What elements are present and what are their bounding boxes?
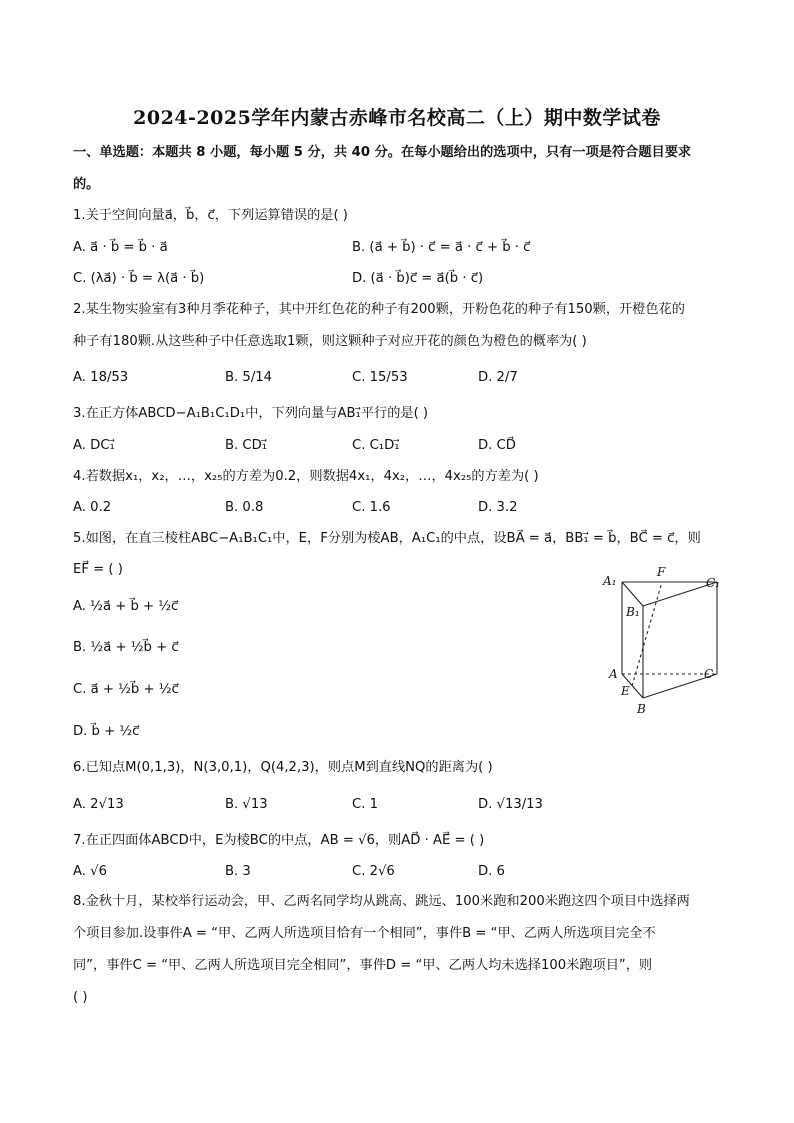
q6-option-c[interactable]: C. 1 — [352, 797, 378, 812]
q4-option-a[interactable]: A. 0.2 — [73, 500, 112, 515]
q4-option-d[interactable]: D. 3.2 — [478, 500, 518, 515]
q8-stem-line3: 同”，事件C = “甲、乙两人所选项目完全相同”，事件D = “甲、乙两人均未选择100米跑项目”，则 — [73, 958, 653, 973]
label-f: F — [657, 565, 666, 579]
q1-option-c[interactable]: C. (λa⃗) · b⃗ = λ(a⃗ · b⃗) — [73, 271, 205, 286]
q7-option-c[interactable]: C. 2√6 — [352, 864, 395, 879]
q1-stem: 1.关于空间向量a⃗，b⃗，c⃗，下列运算错误的是( ) — [73, 208, 348, 223]
q4-option-b[interactable]: B. 0.8 — [225, 500, 264, 515]
q1-option-a[interactable]: A. a⃗ · b⃗ = b⃗ · a⃗ — [73, 240, 168, 255]
page-title: 2024-2025学年内蒙古赤峰市名校高二（上）期中数学试卷 — [133, 107, 661, 129]
q4-stem: 4.若数据x₁，x₂，…，x₂₅的方差为0.2，则数据4x₁，4x₂，…，4x₂₅的方差为( ) — [73, 469, 539, 484]
q5-stem-line2: EF⃗ = ( ) — [73, 562, 123, 577]
q3-option-a[interactable]: A. DC₁⃗ — [73, 438, 115, 453]
q5-stem-line1: 5.如图，在直三棱柱ABC−A₁B₁C₁中，E，F分别为棱AB，A₁C₁的中点，设BA⃗ = a⃗，BB₁⃗ = b⃗，BC⃗ = c⃗，则 — [73, 531, 701, 546]
q2-option-c[interactable]: C. 15/53 — [352, 370, 408, 385]
q3-stem: 3.在正方体ABCD−A₁B₁C₁D₁中，下列向量与AB₁⃗平行的是( ) — [73, 406, 429, 421]
q2-stem-line2: 种子有180颗.从这些种子中任意选取1颗，则这颗种子对应开花的颜色为橙色的概率为( ) — [73, 334, 587, 349]
q2-stem-line1: 2.某生物实验室有3种月季花种子，其中开红色花的种子有200颗，开粉色花的种子有150颗，开橙色花的 — [73, 302, 685, 317]
segment-ef-hidden — [632, 582, 662, 686]
q8-stem-line2: 个项目参加.设事件A = “甲、乙两人所选项目恰有一个相同”，事件B = “甲、乙两人所选项目完全不 — [73, 926, 656, 941]
label-a1: A₁ — [603, 574, 617, 588]
q3-option-d[interactable]: D. CD⃗ — [478, 438, 516, 453]
q5-option-b[interactable]: B. ½a⃗ + ½b⃗ + c⃗ — [73, 640, 179, 655]
q6-option-b[interactable]: B. √13 — [225, 797, 268, 812]
q5-option-c[interactable]: C. a⃗ + ½b⃗ + ½c⃗ — [73, 682, 179, 697]
q2-option-b[interactable]: B. 5/14 — [225, 370, 273, 385]
q2-option-d[interactable]: D. 2/7 — [478, 370, 518, 385]
q5-option-a[interactable]: A. ½a⃗ + b⃗ + ½c⃗ — [73, 599, 179, 614]
q2-option-a[interactable]: A. 18/53 — [73, 370, 129, 385]
q8-stem-line1: 8.金秋十月，某校举行运动会，甲、乙两名同学均从跳高、跳远、100米跑和200米跑这四个项目中选择两 — [73, 894, 690, 909]
q7-stem: 7.在正四面体ABCD中，E为棱BC的中点，AB = √6，则AD⃗ · AE⃗ = ( ) — [73, 833, 485, 848]
q6-option-d[interactable]: D. √13/13 — [478, 797, 543, 812]
q7-option-a[interactable]: A. √6 — [73, 864, 107, 879]
q3-option-b[interactable]: B. CD₁⃗ — [225, 438, 268, 453]
q6-stem: 6.已知点M(0,1,3)，N(3,0,1)，Q(4,2,3)，则点M到直线NQ的距离为( ) — [73, 760, 493, 775]
q4-option-c[interactable]: C. 1.6 — [352, 500, 391, 515]
q3-option-c[interactable]: C. C₁D₁⃗ — [352, 438, 400, 453]
section-heading-line1: 一、单选题：本题共 8 小题，每小题 5 分，共 40 分。在每小题给出的选项中，只有一项是符合题目要求 — [73, 145, 692, 160]
label-c1: C₁ — [706, 576, 720, 590]
q1-option-d[interactable]: D. (a⃗ · b⃗)c⃗ = a⃗(b⃗ · c⃗) — [352, 271, 484, 286]
q7-option-d[interactable]: D. 6 — [478, 864, 505, 879]
q1-option-b[interactable]: B. (a⃗ + b⃗) · c⃗ = a⃗ · c⃗ + b⃗ · c⃗ — [352, 240, 531, 255]
q5-option-d[interactable]: D. b⃗ + ½c⃗ — [73, 724, 140, 739]
label-a: A — [609, 667, 618, 681]
prism-figure — [598, 562, 730, 716]
q7-option-b[interactable]: B. 3 — [225, 864, 251, 879]
edge-a1-b1 — [622, 582, 643, 606]
label-b1: B₁ — [626, 605, 640, 619]
section-heading-line2: 的。 — [73, 177, 100, 192]
label-b: B — [637, 702, 646, 716]
label-e: E — [621, 684, 630, 698]
q8-stem-line4: ( ) — [73, 990, 88, 1005]
label-c: C — [704, 667, 714, 681]
q6-option-a[interactable]: A. 2√13 — [73, 797, 124, 812]
